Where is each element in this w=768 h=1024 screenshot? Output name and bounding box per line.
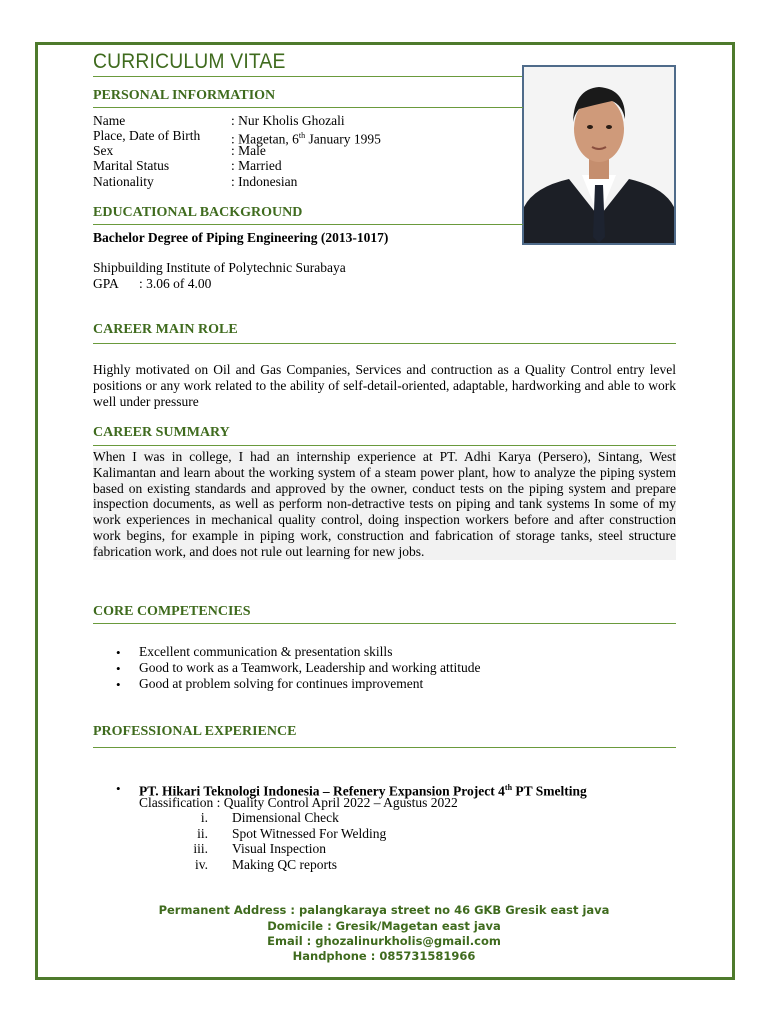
sex-value: : Male xyxy=(231,143,266,158)
career-summary-text: When I was in college, I had an internship experience at PT. Adhi Karya (Persero), Sintang, West Kalimantan and learn about the working system of a steam power plant, how to analyze the piping system based on existing standards and approved by the owner, conduct tests on the piping system and prepare inspection documents, as well as perform non-detractive tests on piping and tank systems In some of my work experiences in mechanical quality control, doing inspection workers before and after construction work begins, for example in piping work, construction and fabrication of storage tanks, steel structure fabrication work, and does not rule out learning for new jobs. xyxy=(93,449,676,559)
gpa-label: GPA xyxy=(93,276,119,291)
job-title-post: PT Smelting xyxy=(512,783,587,799)
job-title-sup: th xyxy=(504,783,513,792)
career-role-text: Highly motivated on Oil and Gas Companies, Services and contruction as a Quality Control entry level positions or any work related to the ability of self-detail-oriented, adaptable, hardworking and able to work well under pressure xyxy=(93,362,676,409)
footer-email[interactable]: Email : ghozalinurkholis@gmail.com xyxy=(267,934,501,948)
task-number: iv. xyxy=(195,857,208,872)
nationality-value: : Indonesian xyxy=(231,174,298,189)
career-role-heading: CAREER MAIN ROLE xyxy=(93,322,238,337)
name-value: : Nur Kholis Ghozali xyxy=(231,113,345,128)
personal-info-heading: PERSONAL INFORMATION xyxy=(93,88,276,103)
footer-domicile: Domicile : Gresik/Magetan east java xyxy=(267,919,501,933)
institution-text: Shipbuilding Institute of Polytechnic Surabaya xyxy=(93,260,346,275)
birth-value-post: January 1995 xyxy=(305,131,381,147)
competency-item: Excellent communication & presentation skills xyxy=(139,644,393,659)
task-number: iii. xyxy=(193,841,208,856)
name-label: Name xyxy=(93,113,126,128)
task-item: Visual Inspection xyxy=(232,841,327,856)
career-summary-rule xyxy=(93,445,676,446)
competency-item: Good at problem solving for continues improvement xyxy=(139,676,424,691)
career-summary-heading: CAREER SUMMARY xyxy=(93,425,230,440)
footer-address: Permanent Address : palangkaraya street no 46 GKB Gresik east java xyxy=(158,903,610,917)
task-item: Spot Witnessed For Welding xyxy=(232,826,387,841)
task-item: Dimensional Check xyxy=(232,810,339,825)
education-rule xyxy=(93,224,523,225)
education-heading: EDUCATIONAL BACKGROUND xyxy=(93,205,303,220)
birth-label: Place, Date of Birth xyxy=(93,128,201,143)
job-title-pre: PT. Hikari Teknologi Indonesia – Refenery Expansion Project 4 xyxy=(139,783,505,799)
portrait-image xyxy=(524,67,674,243)
competency-item: Good to work as a Teamwork, Leadership and working attitude xyxy=(139,660,481,675)
experience-heading: PROFESSIONAL EXPERIENCE xyxy=(93,724,297,739)
marital-value: : Married xyxy=(231,158,282,173)
competencies-heading: CORE COMPETENCIES xyxy=(93,604,251,619)
experience-rule xyxy=(93,747,676,748)
competencies-rule xyxy=(93,623,676,624)
sex-label: Sex xyxy=(93,143,114,158)
birth-value-pre: : Magetan, 6 xyxy=(231,131,299,147)
marital-label: Marital Status xyxy=(93,158,170,173)
task-item: Making QC reports xyxy=(232,857,337,872)
gpa-value: : 3.06 of 4.00 xyxy=(139,276,212,291)
footer-phone: Handphone : 085731581966 xyxy=(292,949,476,963)
profile-photo xyxy=(522,65,676,245)
career-role-rule xyxy=(93,343,676,344)
bullet-icon: • xyxy=(116,661,121,676)
cv-title: CURRICULUM VITAE xyxy=(93,50,286,73)
bullet-icon: • xyxy=(116,677,121,692)
birth-value-sup: th xyxy=(298,131,306,140)
degree-text: Bachelor Degree of Piping Engineering (2013-1017) xyxy=(93,230,389,245)
bullet-icon: • xyxy=(116,645,121,660)
personal-info-rule xyxy=(93,107,523,108)
nationality-label: Nationality xyxy=(93,174,154,189)
task-number: ii. xyxy=(197,826,208,841)
bullet-icon: • xyxy=(116,781,121,796)
task-number: i. xyxy=(200,810,208,825)
title-rule xyxy=(93,76,523,77)
job-classification: Classification : Quality Control April 2022 – Agustus 2022 xyxy=(139,795,458,810)
